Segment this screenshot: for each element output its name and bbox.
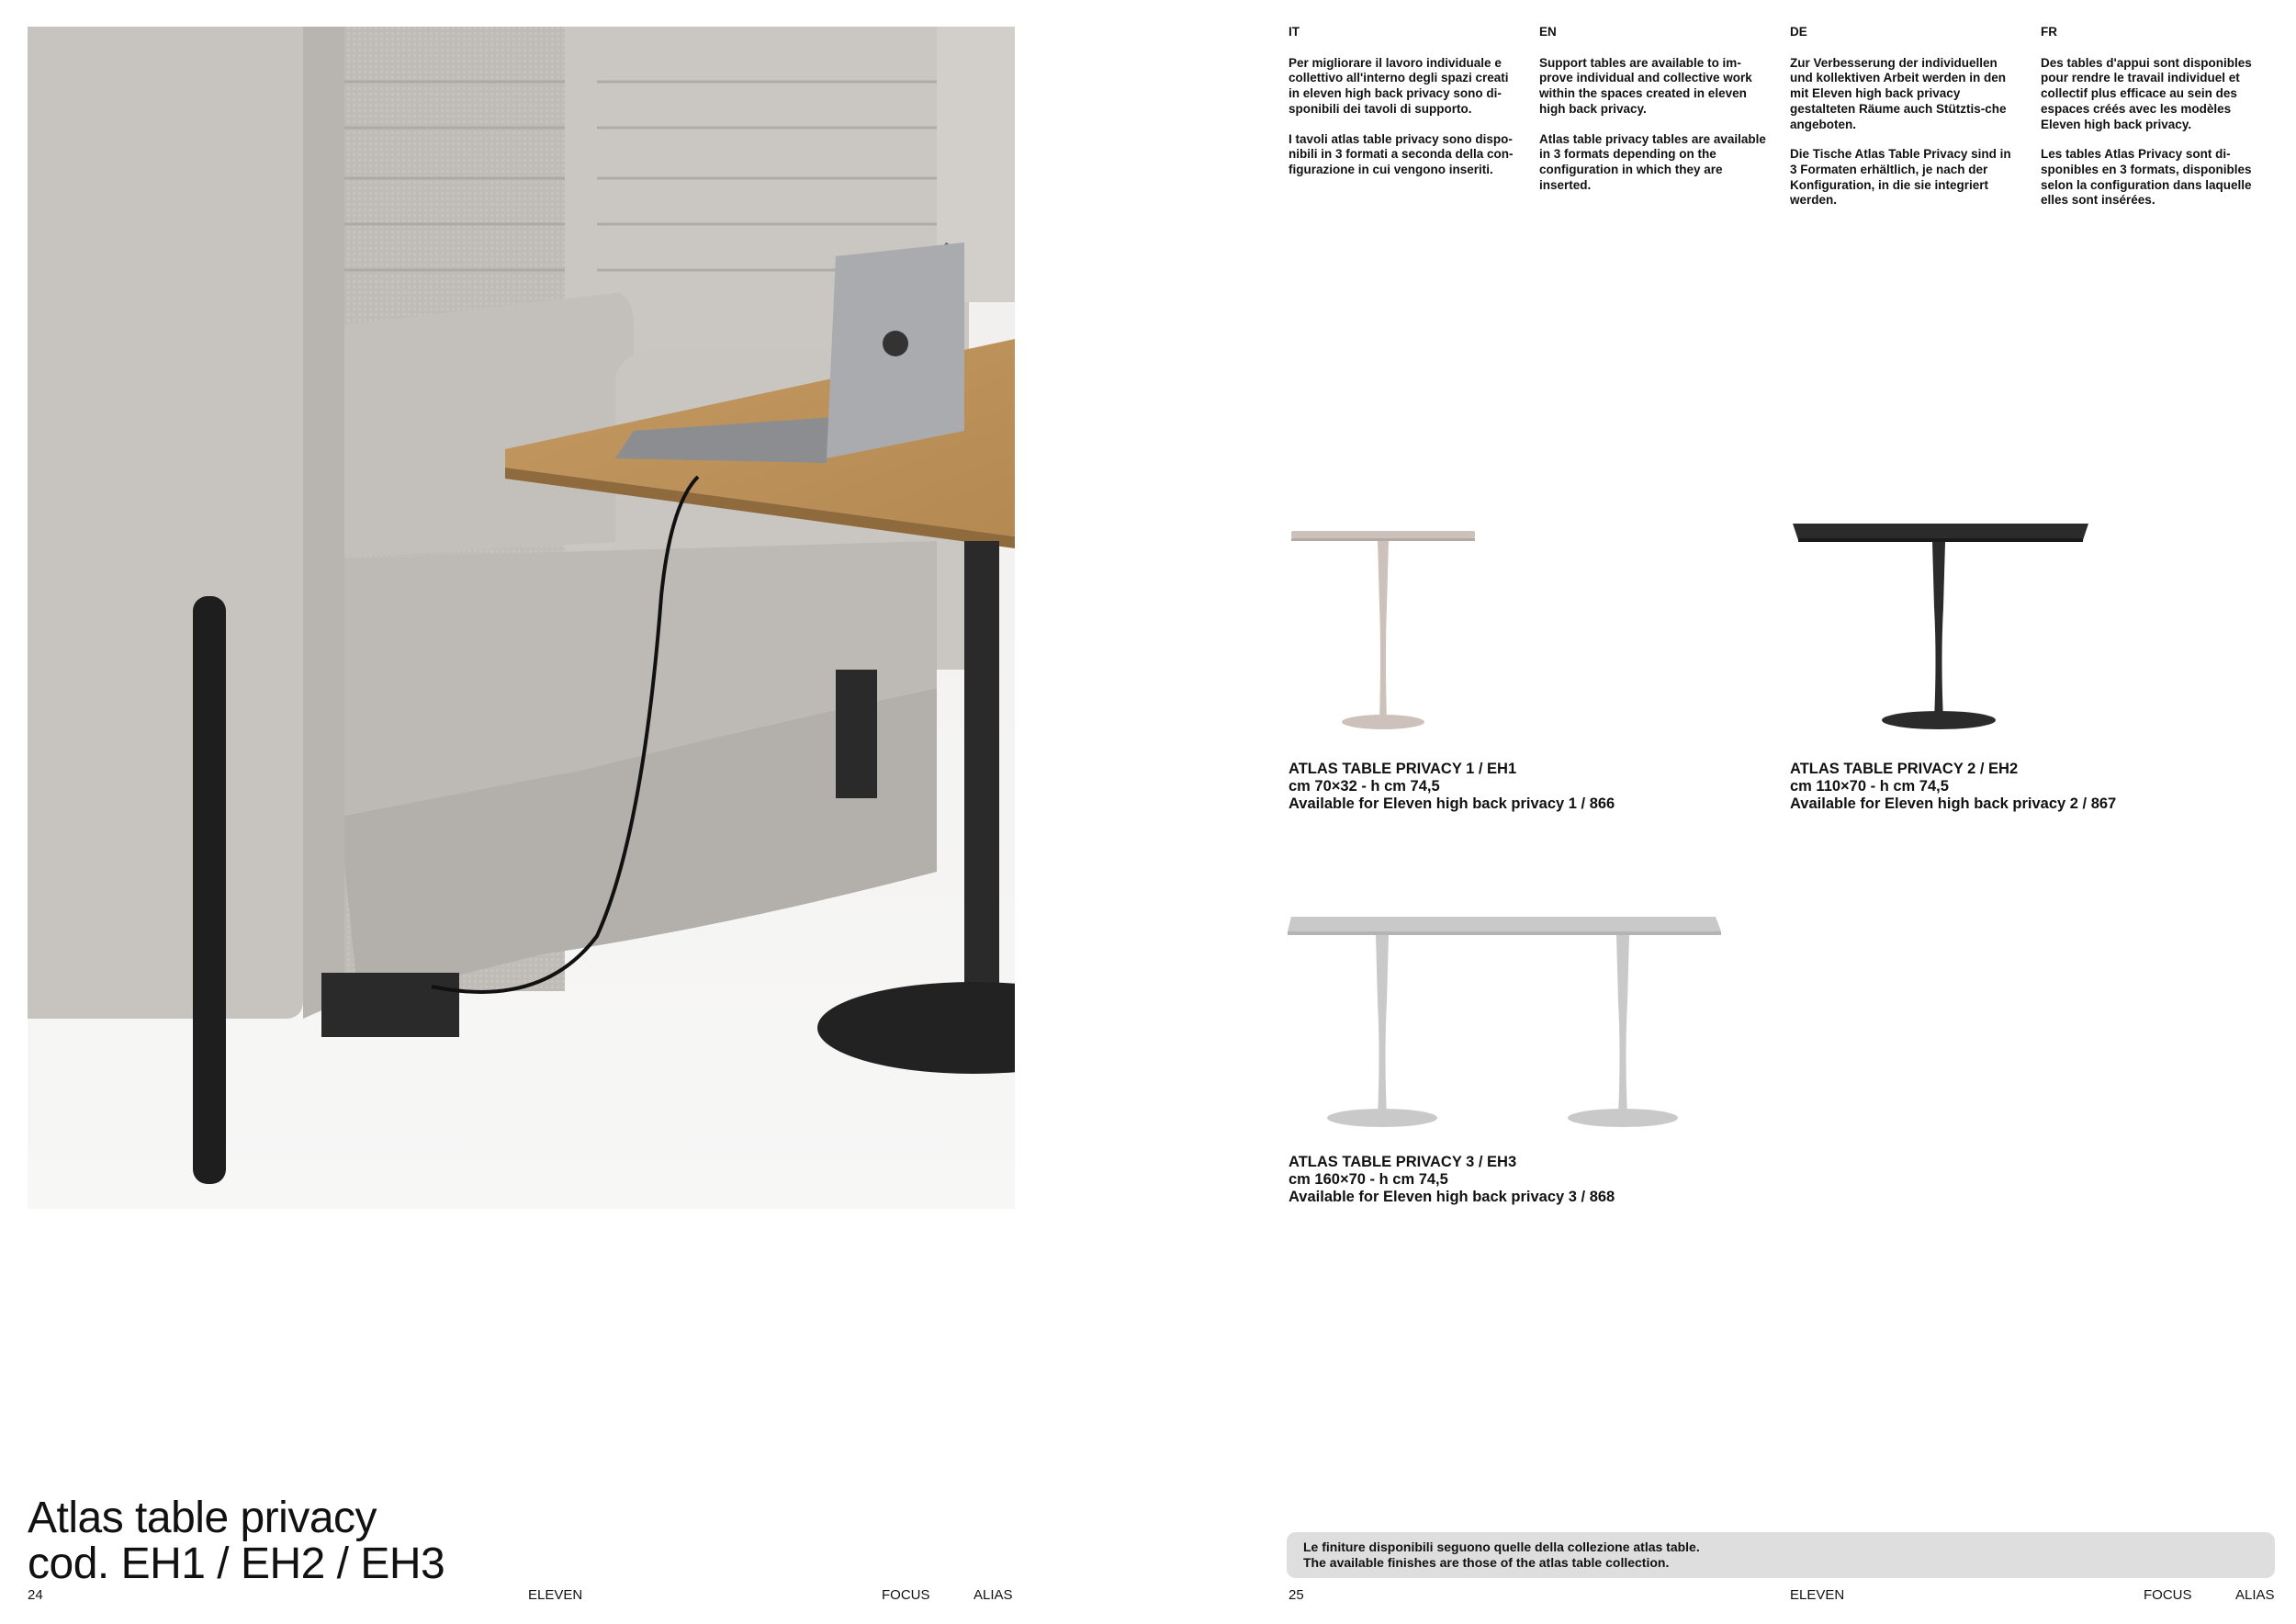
product-dims: cm 70×32 - h cm 74,5 bbox=[1289, 778, 1440, 795]
product-name: ATLAS TABLE PRIVACY 1 / EH1 bbox=[1289, 761, 1517, 777]
product-dims: cm 110×70 - h cm 74,5 bbox=[1790, 778, 1949, 795]
footer-section-left: FOCUS bbox=[882, 1587, 930, 1603]
caption-eh3 bbox=[1289, 1154, 1615, 1206]
table-eh3-illustration bbox=[1286, 915, 1727, 1135]
lang-label: FR bbox=[2041, 25, 2057, 39]
paragraph: Per migliorare il lavoro individuale e collettivo all'interno degli spazi creati in eleven high back privacy sono di-sponibili dei tavoli di supporto. bbox=[1289, 55, 1509, 116]
page-title bbox=[28, 1495, 445, 1587]
footer-brand-left: ALIAS bbox=[974, 1587, 1013, 1603]
title-line-2: cod. EH1 / EH2 / EH3 bbox=[28, 1539, 445, 1588]
footer-collection-right: ELEVEN bbox=[1790, 1587, 1845, 1603]
paragraph: Support tables are available to im-prove individual and collective work within the spaces created in eleven high back privacy. bbox=[1539, 55, 1752, 116]
text-column-en bbox=[1539, 25, 1769, 208]
product-note: Available for Eleven high back privacy 1 / 866 bbox=[1289, 795, 1615, 812]
footer-brand-right: ALIAS bbox=[2235, 1587, 2275, 1603]
product-name: ATLAS TABLE PRIVACY 2 / EH2 bbox=[1790, 761, 2019, 777]
product-name: ATLAS TABLE PRIVACY 3 / EH3 bbox=[1289, 1154, 1517, 1170]
paragraph: Atlas table privacy tables are available in 3 formats depending on the configuration in which they are inserted. bbox=[1539, 131, 1766, 192]
paragraph: Die Tische Atlas Table Privacy sind in 3 Formaten erhältlich, je nach der Konfiguration, in die sie integriert werden. bbox=[1790, 147, 2011, 208]
text-column-fr bbox=[2041, 25, 2270, 223]
product-note: Available for Eleven high back privacy 3 / 868 bbox=[1289, 1189, 1615, 1205]
title-line-1: Atlas table privacy bbox=[28, 1494, 377, 1542]
text-column-it bbox=[1289, 25, 1518, 193]
paragraph: I tavoli atlas table privacy sono dispo-nibili in 3 formati a seconda della con-figurazione in cui vengono inseriti. bbox=[1289, 131, 1514, 176]
table-eh1-illustration bbox=[1286, 524, 1488, 744]
footer-collection-left: ELEVEN bbox=[528, 1587, 583, 1603]
sofa-table-illustration bbox=[28, 27, 1015, 1209]
lang-label: IT bbox=[1289, 25, 1300, 39]
product-note: Available for Eleven high back privacy 2 / 867 bbox=[1790, 795, 2117, 812]
finishes-note bbox=[1287, 1532, 2275, 1578]
product-dims: cm 160×70 - h cm 74,5 bbox=[1289, 1171, 1448, 1188]
text-column-de bbox=[1790, 25, 2020, 223]
paragraph: Les tables Atlas Privacy sont di-sponibles en 3 formats, disponibles selon la configuration dans laquelle elles sont insérées. bbox=[2041, 147, 2252, 208]
footer-section-right: FOCUS bbox=[2144, 1587, 2192, 1603]
caption-eh2 bbox=[1790, 761, 2116, 813]
caption-eh1 bbox=[1289, 761, 1615, 813]
paragraph: Zur Verbesserung der individuellen und kollektiven Arbeit werden in den mit Eleven high back privacy gestalteten Räume auch Stütztis-che angeboten. bbox=[1790, 55, 2007, 131]
paragraph: Des tables d'appui sont disponibles pour rendre le travail individuel et collectif plus efficace au sein des espaces créés avec les modèles Eleven high back privacy. bbox=[2041, 55, 2252, 131]
finishes-line-en: The available finishes are those of the atlas table collection. bbox=[1303, 1555, 1670, 1570]
table-eh2-illustration bbox=[1789, 520, 2092, 740]
page-number-right: 25 bbox=[1289, 1587, 1304, 1603]
page-number-left: 24 bbox=[28, 1587, 43, 1603]
lang-label: DE bbox=[1790, 25, 1807, 39]
product-photo bbox=[28, 27, 1015, 1209]
finishes-line-it: Le finiture disponibili seguono quelle della collezione atlas table. bbox=[1303, 1539, 1700, 1554]
lang-label: EN bbox=[1539, 25, 1557, 39]
